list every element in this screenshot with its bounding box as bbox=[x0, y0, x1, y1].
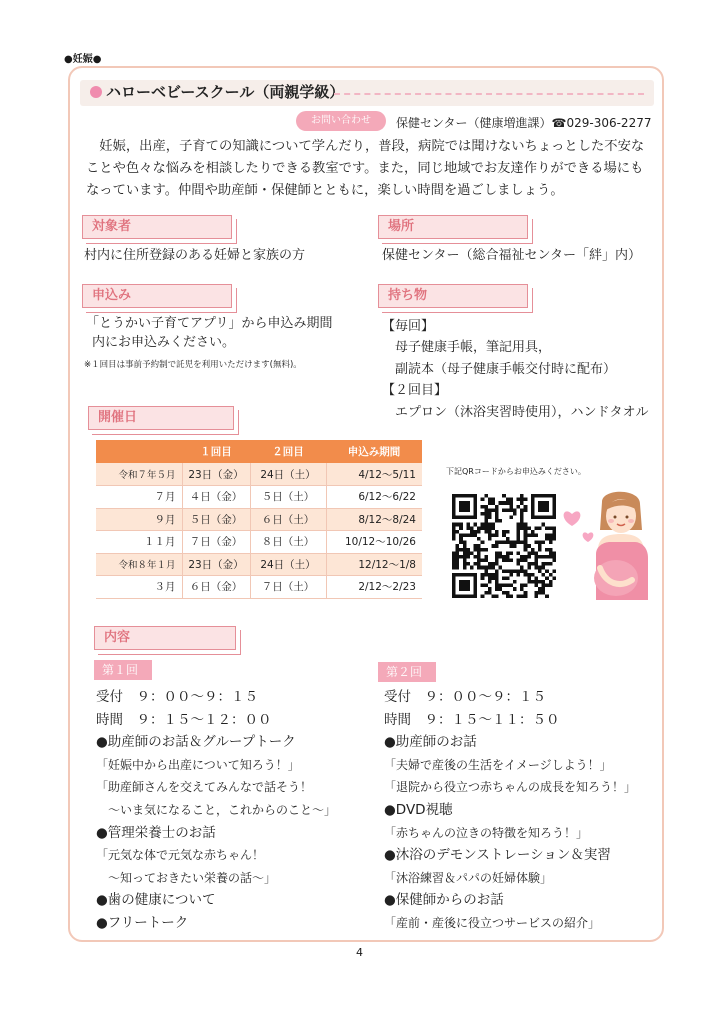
place-text: 保健センター（総合福祉センター「絆」内） bbox=[382, 248, 641, 263]
belongings-line: 【２回目】 bbox=[382, 383, 448, 399]
list-item: ●助産師のお話 bbox=[384, 734, 477, 751]
table-row bbox=[96, 463, 422, 486]
list-item: ●フリートーク bbox=[96, 914, 189, 931]
round1-label: 第１回 bbox=[94, 660, 152, 680]
intro-text: 妊娠，出産，子育ての知識について学んだり，普段，病院では聞けないちょっとした不安なことや色々な悩みを相談したりできる教室です。また，同じ地域でお友達作りができる場にもなっています。仲間や助産師・保健師とともに，楽しい時間を過ごしましょう。 bbox=[86, 139, 645, 198]
schedule-month: １１月 bbox=[96, 531, 182, 554]
list-item: ●助産師のお話＆グループトーク bbox=[96, 734, 296, 751]
schedule-header-row bbox=[96, 440, 422, 463]
apply-heading: 申込み bbox=[82, 284, 232, 308]
target-text: 村内に住所登録のある妊婦と家族の方 bbox=[84, 248, 306, 263]
page-number: 4 bbox=[356, 946, 363, 959]
list-item: ～いま気になること，これからのこと～」 bbox=[96, 802, 337, 817]
schedule-first-date: ５日（金） bbox=[182, 508, 250, 531]
schedule-apply-period: 8/12～8/24 bbox=[326, 508, 422, 531]
schedule-apply-period: 6/12～6/22 bbox=[326, 486, 422, 509]
schedule-month: ３月 bbox=[96, 576, 182, 599]
schedule-apply-period: 4/12～5/11 bbox=[326, 463, 422, 486]
belongings-list bbox=[382, 316, 649, 423]
page-title: ハローベビースクール（両親学級） bbox=[106, 83, 345, 101]
schedule-heading: 開催日 bbox=[88, 406, 234, 430]
target-heading: 対象者 bbox=[82, 215, 232, 239]
list-item: 「助産師さんを交えてみんなで話そう！ bbox=[96, 780, 313, 795]
schedule-col-period: 申込み期間 bbox=[326, 440, 422, 463]
table-row bbox=[96, 486, 422, 509]
list-item: 「元気な体で元気な赤ちゃん！ bbox=[96, 848, 265, 863]
belongings-line: 母子健康手帳，筆記用具， bbox=[382, 340, 552, 356]
schedule-first-date: ６日（金） bbox=[182, 576, 250, 599]
schedule-col-month bbox=[96, 440, 182, 463]
apply-line-1: 「とうかい子育てアプリ」から申込み期間 bbox=[86, 316, 333, 331]
list-item: 時間 ９：１５～１２：００ bbox=[96, 711, 272, 728]
list-item: 「赤ちゃんの泣きの特徴を知ろう！」 bbox=[384, 825, 589, 840]
round1-program bbox=[96, 686, 336, 935]
list-item: 「沐浴練習＆パパの妊婦体験」 bbox=[384, 870, 553, 885]
table-row bbox=[96, 531, 422, 554]
schedule-first-date: 23日（金） bbox=[182, 463, 250, 486]
schedule-apply-period: 10/12～10/26 bbox=[326, 531, 422, 554]
schedule-second-date: ７日（土） bbox=[250, 576, 326, 599]
table-row bbox=[96, 553, 422, 576]
schedule-month: 令和７年５月 bbox=[96, 463, 182, 486]
schedule-first-date: ７日（金） bbox=[182, 531, 250, 554]
schedule-second-date: 24日（土） bbox=[250, 463, 326, 486]
schedule-table bbox=[96, 440, 422, 599]
round2-program bbox=[384, 686, 636, 935]
list-item: ●歯の健康について bbox=[96, 892, 216, 909]
schedule-first-date: 23日（金） bbox=[182, 553, 250, 576]
list-item: 時間 ９：１５～１１：５０ bbox=[384, 711, 560, 728]
belongings-line: 副読本（母子健康手帳交付時に配布） bbox=[382, 361, 617, 377]
list-item: 「夫婦で産後の生活をイメージしよう！」 bbox=[384, 757, 612, 772]
title-bullet-icon bbox=[90, 86, 102, 98]
schedule-second-date: ６日（土） bbox=[250, 508, 326, 531]
list-item: ●DVD視聴 bbox=[384, 801, 453, 818]
list-item: ～知っておきたい栄養の話～」 bbox=[96, 870, 277, 885]
apply-line-2: 内にお申込みください。 bbox=[92, 335, 236, 350]
apply-note: ※１回目は事前予約制で託児を利用いただけます(無料)。 bbox=[84, 360, 302, 370]
belongings-heading: 持ち物 bbox=[378, 284, 528, 308]
list-item: 受付 ９：００～９：１５ bbox=[384, 689, 546, 705]
qr-note: 下記QRコードからお申込みください。 bbox=[446, 467, 586, 476]
schedule-col-first: １回目 bbox=[182, 440, 250, 463]
list-item: ●管理栄養士のお話 bbox=[96, 824, 216, 841]
list-item: 「妊娠中から出産について知ろう！」 bbox=[96, 757, 300, 772]
title-divider bbox=[334, 93, 644, 95]
list-item: 「退院から役立つ赤ちゃんの成長を知ろう！」 bbox=[384, 780, 637, 795]
pregnant-woman-illustration-icon bbox=[558, 488, 658, 600]
schedule-month: ７月 bbox=[96, 486, 182, 509]
qr-code-icon[interactable] bbox=[452, 494, 556, 598]
belongings-line: 【毎回】 bbox=[382, 319, 435, 334]
schedule-apply-period: 2/12～2/23 bbox=[326, 576, 422, 599]
round2-label: 第２回 bbox=[378, 662, 436, 682]
contact-label: お問い合わせ bbox=[296, 111, 386, 131]
schedule-apply-period: 12/12～1/8 bbox=[326, 553, 422, 576]
content-heading: 内容 bbox=[94, 626, 236, 650]
schedule-second-date: ５日（土） bbox=[250, 486, 326, 509]
list-item: ●沐浴のデモンストレーション＆実習 bbox=[384, 847, 611, 864]
belongings-line: エプロン（沐浴実習時使用），ハンドタオル bbox=[382, 404, 649, 420]
table-row bbox=[96, 576, 422, 599]
table-row bbox=[96, 508, 422, 531]
schedule-second-date: 24日（土） bbox=[250, 553, 326, 576]
list-item: 受付 ９：００～９：１５ bbox=[96, 689, 258, 705]
contact-info: 保健センター（健康増進課）☎029-306-2277 bbox=[396, 116, 652, 130]
schedule-month: 令和８年１月 bbox=[96, 553, 182, 576]
schedule-month: ９月 bbox=[96, 508, 182, 531]
schedule-col-second: ２回目 bbox=[250, 440, 326, 463]
list-item: ●保健師からのお話 bbox=[384, 892, 504, 909]
place-heading: 場所 bbox=[378, 215, 528, 239]
list-item: 「産前・産後に役立つサービスの紹介」 bbox=[384, 915, 601, 930]
schedule-first-date: ４日（金） bbox=[182, 486, 250, 509]
section-tag: ●妊娠● bbox=[64, 54, 102, 65]
schedule-second-date: ８日（土） bbox=[250, 531, 326, 554]
